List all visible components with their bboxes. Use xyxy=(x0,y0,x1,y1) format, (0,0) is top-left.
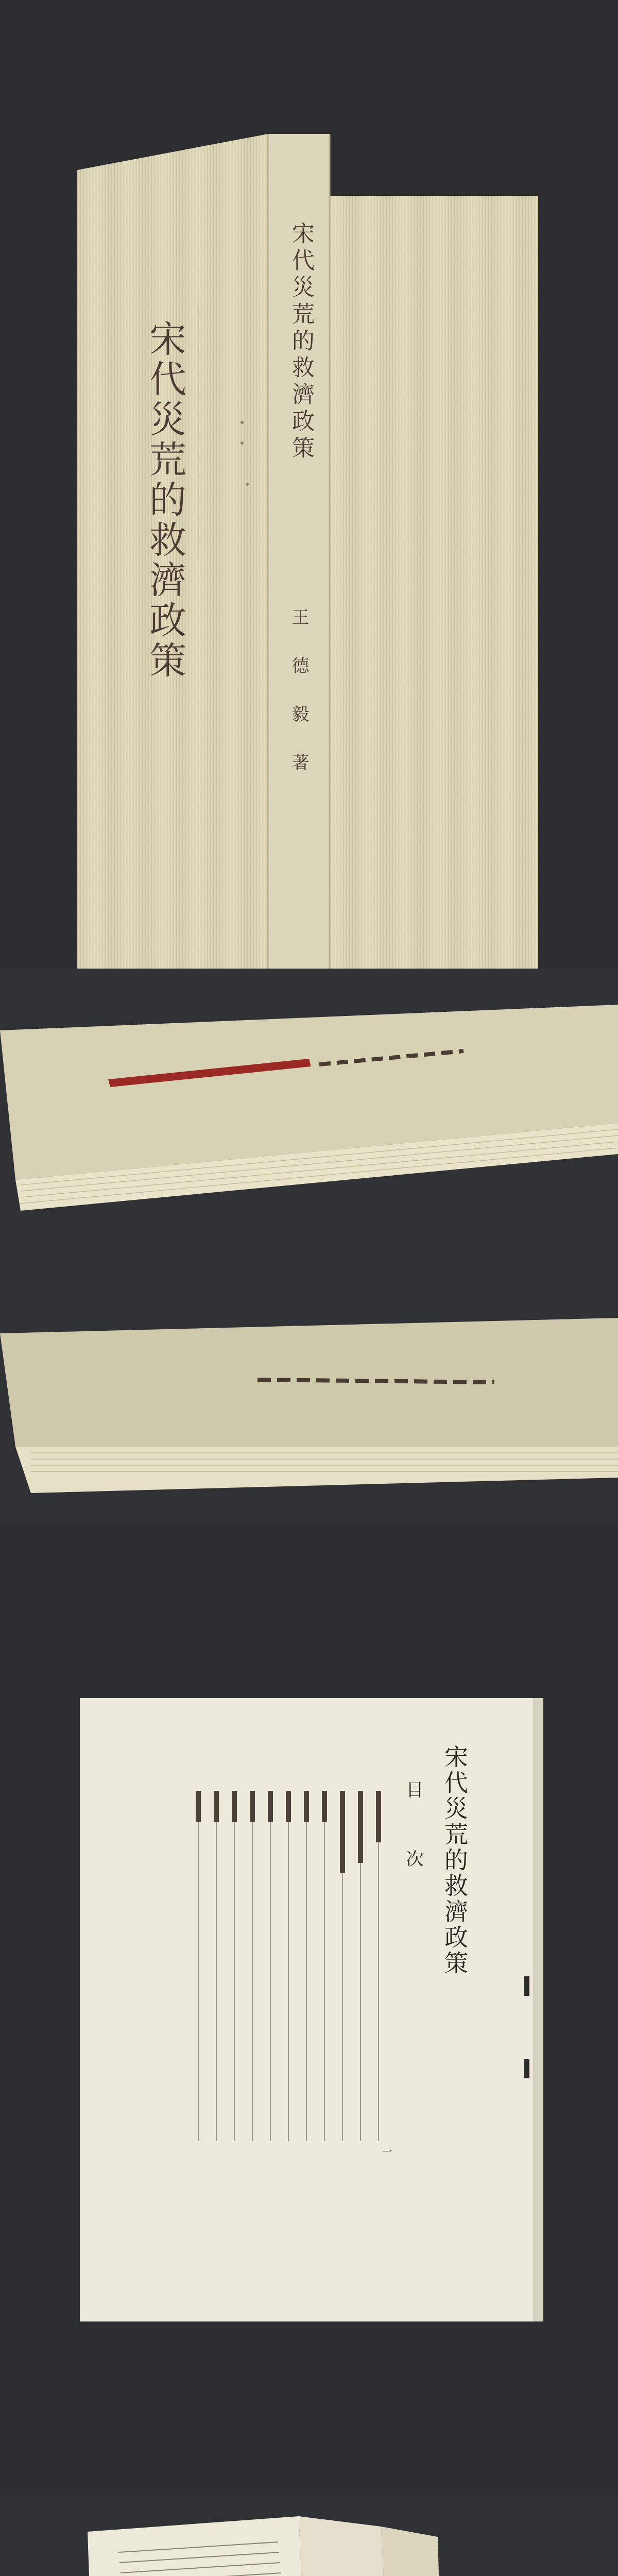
spine-author: 王 德 毅 著 xyxy=(288,608,309,776)
toc-heading: 目 次 xyxy=(403,1781,423,1883)
photo-open-book-1 xyxy=(0,2496,618,2576)
cover-spine-illustration xyxy=(0,0,618,969)
book-edge-illustration-2 xyxy=(0,1251,618,1523)
toc-page-illustration xyxy=(0,1523,618,2496)
photo-table-of-contents xyxy=(0,1523,618,2496)
toc-book-title: 宋代災荒的救濟政策 xyxy=(441,1744,469,1976)
toc-page-number-list xyxy=(380,2146,392,2157)
photo-book-edge-angle-2 xyxy=(0,1251,618,1523)
book-edge-illustration-1 xyxy=(0,969,618,1251)
open-book-illustration-1 xyxy=(0,2496,618,2576)
toc-page-number: 一 xyxy=(380,2146,392,2157)
photo-cover-and-spine xyxy=(0,0,618,969)
cover-title: 宋代災荒的救濟政策 xyxy=(143,319,186,681)
photo-book-edge-angle-1 xyxy=(0,969,618,1251)
spine-title: 宋代災荒的救濟政策 xyxy=(288,222,314,463)
